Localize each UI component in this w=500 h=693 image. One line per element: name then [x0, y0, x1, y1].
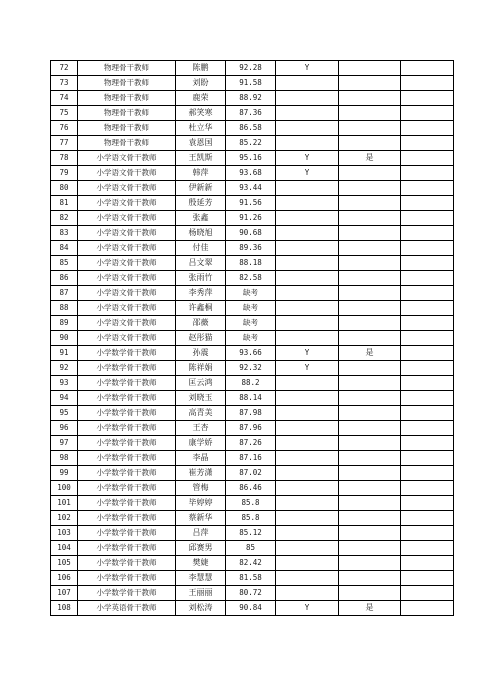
yes-flag-cell	[339, 271, 401, 286]
yes-flag-cell	[339, 496, 401, 511]
table-row	[51, 361, 454, 376]
y-flag-cell	[276, 106, 339, 121]
y-flag-cell	[276, 211, 339, 226]
category-cell: 小学数学骨干教师	[78, 496, 176, 511]
note-cell	[401, 256, 454, 271]
y-flag-cell	[276, 571, 339, 586]
y-flag-cell	[276, 196, 339, 211]
y-flag-cell	[276, 466, 339, 481]
row-number-cell: 101	[51, 496, 78, 511]
row-number-cell: 84	[51, 241, 78, 256]
yes-flag-cell	[339, 241, 401, 256]
category-cell: 小学数学骨干教师	[78, 361, 176, 376]
category-cell: 小学数学骨干教师	[78, 406, 176, 421]
y-flag-cell	[276, 226, 339, 241]
table-row	[51, 91, 454, 106]
note-cell	[401, 211, 454, 226]
y-flag-cell	[276, 496, 339, 511]
yes-flag-cell	[339, 406, 401, 421]
row-number-cell: 103	[51, 526, 78, 541]
y-flag-cell: Y	[276, 361, 339, 376]
table-row	[51, 541, 454, 556]
row-number-cell: 105	[51, 556, 78, 571]
name-cell: 李慧慧	[176, 571, 226, 586]
row-number-cell: 92	[51, 361, 78, 376]
note-cell	[401, 346, 454, 361]
name-cell: 刘晓玉	[176, 391, 226, 406]
score-cell: 85.12	[226, 526, 276, 541]
name-cell: 郝笑寒	[176, 106, 226, 121]
row-number-cell: 93	[51, 376, 78, 391]
name-cell: 吕萍	[176, 526, 226, 541]
row-number-cell: 86	[51, 271, 78, 286]
note-cell	[401, 301, 454, 316]
score-cell: 91.26	[226, 211, 276, 226]
note-cell	[401, 376, 454, 391]
y-flag-cell	[276, 526, 339, 541]
row-number-cell: 98	[51, 451, 78, 466]
score-cell: 82.42	[226, 556, 276, 571]
y-flag-cell	[276, 541, 339, 556]
score-cell: 85.22	[226, 136, 276, 151]
y-flag-cell	[276, 256, 339, 271]
category-cell: 小学语文骨干教师	[78, 151, 176, 166]
table-row	[51, 526, 454, 541]
table-row	[51, 511, 454, 526]
note-cell	[401, 481, 454, 496]
category-cell: 小学数学骨干教师	[78, 421, 176, 436]
name-cell: 鹿荣	[176, 91, 226, 106]
yes-flag-cell	[339, 286, 401, 301]
row-number-cell: 73	[51, 76, 78, 91]
note-cell	[401, 601, 454, 616]
y-flag-cell	[276, 91, 339, 106]
row-number-cell: 72	[51, 61, 78, 76]
table-row	[51, 586, 454, 601]
category-cell: 小学语文骨干教师	[78, 301, 176, 316]
row-number-cell: 97	[51, 436, 78, 451]
table-row	[51, 181, 454, 196]
yes-flag-cell	[339, 391, 401, 406]
row-number-cell: 85	[51, 256, 78, 271]
row-number-cell: 88	[51, 301, 78, 316]
name-cell: 孙震	[176, 346, 226, 361]
table-row	[51, 196, 454, 211]
yes-flag-cell	[339, 226, 401, 241]
row-number-cell: 89	[51, 316, 78, 331]
row-number-cell: 80	[51, 181, 78, 196]
table-row	[51, 346, 454, 361]
note-cell	[401, 391, 454, 406]
note-cell	[401, 76, 454, 91]
name-cell: 蔡新华	[176, 511, 226, 526]
yes-flag-cell	[339, 556, 401, 571]
table-row	[51, 61, 454, 76]
note-cell	[401, 316, 454, 331]
table-row	[51, 406, 454, 421]
row-number-cell: 96	[51, 421, 78, 436]
row-number-cell: 106	[51, 571, 78, 586]
table-row	[51, 286, 454, 301]
category-cell: 小学英语骨干教师	[78, 601, 176, 616]
table-row	[51, 496, 454, 511]
category-cell: 小学语文骨干教师	[78, 181, 176, 196]
table-row	[51, 421, 454, 436]
yes-flag-cell: 是	[339, 346, 401, 361]
table-row	[51, 571, 454, 586]
score-cell: 86.58	[226, 121, 276, 136]
y-flag-cell	[276, 451, 339, 466]
name-cell: 李秀萍	[176, 286, 226, 301]
yes-flag-cell	[339, 451, 401, 466]
note-cell	[401, 106, 454, 121]
name-cell: 袁恩国	[176, 136, 226, 151]
table-row	[51, 106, 454, 121]
row-number-cell: 77	[51, 136, 78, 151]
note-cell	[401, 286, 454, 301]
table-row	[51, 301, 454, 316]
name-cell: 韩萍	[176, 166, 226, 181]
name-cell: 王丽丽	[176, 586, 226, 601]
yes-flag-cell	[339, 196, 401, 211]
table-row	[51, 121, 454, 136]
y-flag-cell	[276, 481, 339, 496]
name-cell: 张鑫	[176, 211, 226, 226]
name-cell: 许鑫桐	[176, 301, 226, 316]
table-row	[51, 136, 454, 151]
y-flag-cell: Y	[276, 166, 339, 181]
yes-flag-cell	[339, 76, 401, 91]
note-cell	[401, 556, 454, 571]
note-cell	[401, 436, 454, 451]
note-cell	[401, 196, 454, 211]
score-cell: 92.32	[226, 361, 276, 376]
score-cell: 88.92	[226, 91, 276, 106]
note-cell	[401, 91, 454, 106]
note-cell	[401, 151, 454, 166]
note-cell	[401, 181, 454, 196]
row-number-cell: 75	[51, 106, 78, 121]
table-row	[51, 376, 454, 391]
score-cell: 93.66	[226, 346, 276, 361]
name-cell: 管梅	[176, 481, 226, 496]
score-cell: 93.68	[226, 166, 276, 181]
table-row	[51, 256, 454, 271]
note-cell	[401, 541, 454, 556]
y-flag-cell: Y	[276, 61, 339, 76]
yes-flag-cell	[339, 136, 401, 151]
name-cell: 樊婕	[176, 556, 226, 571]
name-cell: 王杏	[176, 421, 226, 436]
score-cell: 85.8	[226, 511, 276, 526]
yes-flag-cell: 是	[339, 601, 401, 616]
table-row	[51, 211, 454, 226]
score-cell: 86.46	[226, 481, 276, 496]
y-flag-cell	[276, 241, 339, 256]
score-cell: 87.16	[226, 451, 276, 466]
note-cell	[401, 61, 454, 76]
yes-flag-cell	[339, 91, 401, 106]
yes-flag-cell	[339, 211, 401, 226]
category-cell: 小学数学骨干教师	[78, 586, 176, 601]
category-cell: 小学语文骨干教师	[78, 196, 176, 211]
name-cell: 匡云鸿	[176, 376, 226, 391]
table-row	[51, 166, 454, 181]
y-flag-cell: Y	[276, 151, 339, 166]
table-row	[51, 76, 454, 91]
category-cell: 小学数学骨干教师	[78, 511, 176, 526]
y-flag-cell	[276, 316, 339, 331]
name-cell: 付佳	[176, 241, 226, 256]
score-cell: 87.26	[226, 436, 276, 451]
score-cell: 85.8	[226, 496, 276, 511]
name-cell: 毕婷婷	[176, 496, 226, 511]
y-flag-cell	[276, 511, 339, 526]
score-cell: 90.68	[226, 226, 276, 241]
yes-flag-cell	[339, 466, 401, 481]
table-row	[51, 601, 454, 616]
table-row	[51, 481, 454, 496]
name-cell: 吕文翠	[176, 256, 226, 271]
category-cell: 小学语文骨干教师	[78, 271, 176, 286]
name-cell: 李晶	[176, 451, 226, 466]
name-cell: 刘松涛	[176, 601, 226, 616]
category-cell: 小学数学骨干教师	[78, 391, 176, 406]
category-cell: 物理骨干教师	[78, 61, 176, 76]
table-row	[51, 241, 454, 256]
category-cell: 小学数学骨干教师	[78, 466, 176, 481]
note-cell	[401, 511, 454, 526]
note-cell	[401, 421, 454, 436]
yes-flag-cell: 是	[339, 151, 401, 166]
y-flag-cell	[276, 76, 339, 91]
score-cell: 80.72	[226, 586, 276, 601]
name-cell: 崔芳潇	[176, 466, 226, 481]
name-cell: 杜立华	[176, 121, 226, 136]
category-cell: 小学语文骨干教师	[78, 226, 176, 241]
category-cell: 小学语文骨干教师	[78, 241, 176, 256]
category-cell: 小学语文骨干教师	[78, 286, 176, 301]
yes-flag-cell	[339, 586, 401, 601]
score-cell: 90.84	[226, 601, 276, 616]
yes-flag-cell	[339, 436, 401, 451]
category-cell: 小学数学骨干教师	[78, 571, 176, 586]
category-cell: 小学数学骨干教师	[78, 451, 176, 466]
name-cell: 王凯斯	[176, 151, 226, 166]
category-cell: 小学数学骨干教师	[78, 541, 176, 556]
score-cell: 91.58	[226, 76, 276, 91]
row-number-cell: 102	[51, 511, 78, 526]
name-cell: 刘盼	[176, 76, 226, 91]
score-cell: 87.02	[226, 466, 276, 481]
category-cell: 小学数学骨干教师	[78, 556, 176, 571]
row-number-cell: 83	[51, 226, 78, 241]
y-flag-cell	[276, 391, 339, 406]
score-cell: 92.28	[226, 61, 276, 76]
y-flag-cell	[276, 181, 339, 196]
yes-flag-cell	[339, 61, 401, 76]
yes-flag-cell	[339, 256, 401, 271]
yes-flag-cell	[339, 421, 401, 436]
row-number-cell: 74	[51, 91, 78, 106]
yes-flag-cell	[339, 481, 401, 496]
row-number-cell: 107	[51, 586, 78, 601]
row-number-cell: 99	[51, 466, 78, 481]
note-cell	[401, 136, 454, 151]
category-cell: 小学语文骨干教师	[78, 256, 176, 271]
row-number-cell: 91	[51, 346, 78, 361]
name-cell: 张雨竹	[176, 271, 226, 286]
score-cell: 91.56	[226, 196, 276, 211]
score-cell: 81.58	[226, 571, 276, 586]
yes-flag-cell	[339, 541, 401, 556]
score-cell: 93.44	[226, 181, 276, 196]
y-flag-cell	[276, 406, 339, 421]
score-cell: 87.36	[226, 106, 276, 121]
category-cell: 小学语文骨干教师	[78, 211, 176, 226]
note-cell	[401, 496, 454, 511]
row-number-cell: 108	[51, 601, 78, 616]
y-flag-cell	[276, 586, 339, 601]
y-flag-cell	[276, 556, 339, 571]
score-cell: 缺考	[226, 316, 276, 331]
y-flag-cell	[276, 286, 339, 301]
table-row	[51, 151, 454, 166]
row-number-cell: 90	[51, 331, 78, 346]
note-cell	[401, 406, 454, 421]
name-cell: 陈鹏	[176, 61, 226, 76]
name-cell: 陈祥娟	[176, 361, 226, 376]
note-cell	[401, 451, 454, 466]
category-cell: 物理骨干教师	[78, 121, 176, 136]
yes-flag-cell	[339, 511, 401, 526]
table-row	[51, 556, 454, 571]
score-cell: 缺考	[226, 286, 276, 301]
table-row	[51, 391, 454, 406]
name-cell: 伊新新	[176, 181, 226, 196]
yes-flag-cell	[339, 316, 401, 331]
yes-flag-cell	[339, 571, 401, 586]
category-cell: 小学数学骨干教师	[78, 481, 176, 496]
name-cell: 康学娇	[176, 436, 226, 451]
y-flag-cell: Y	[276, 346, 339, 361]
note-cell	[401, 226, 454, 241]
y-flag-cell	[276, 436, 339, 451]
score-cell: 缺考	[226, 331, 276, 346]
results-table-body	[51, 61, 454, 616]
row-number-cell: 81	[51, 196, 78, 211]
score-cell: 87.96	[226, 421, 276, 436]
row-number-cell: 76	[51, 121, 78, 136]
yes-flag-cell	[339, 106, 401, 121]
row-number-cell: 79	[51, 166, 78, 181]
yes-flag-cell	[339, 121, 401, 136]
yes-flag-cell	[339, 376, 401, 391]
note-cell	[401, 271, 454, 286]
category-cell: 小学语文骨干教师	[78, 316, 176, 331]
score-cell: 88.18	[226, 256, 276, 271]
yes-flag-cell	[339, 526, 401, 541]
row-number-cell: 94	[51, 391, 78, 406]
category-cell: 小学数学骨干教师	[78, 346, 176, 361]
note-cell	[401, 586, 454, 601]
score-cell: 87.98	[226, 406, 276, 421]
row-number-cell: 78	[51, 151, 78, 166]
category-cell: 物理骨干教师	[78, 76, 176, 91]
note-cell	[401, 166, 454, 181]
score-cell: 缺考	[226, 301, 276, 316]
note-cell	[401, 466, 454, 481]
note-cell	[401, 361, 454, 376]
yes-flag-cell	[339, 181, 401, 196]
name-cell: 殷延芳	[176, 196, 226, 211]
table-row	[51, 451, 454, 466]
table-row	[51, 271, 454, 286]
table-row	[51, 331, 454, 346]
category-cell: 物理骨干教师	[78, 136, 176, 151]
y-flag-cell: Y	[276, 601, 339, 616]
note-cell	[401, 571, 454, 586]
name-cell: 高青美	[176, 406, 226, 421]
row-number-cell: 82	[51, 211, 78, 226]
category-cell: 物理骨干教师	[78, 106, 176, 121]
score-cell: 85	[226, 541, 276, 556]
row-number-cell: 100	[51, 481, 78, 496]
score-cell: 88.2	[226, 376, 276, 391]
name-cell: 邵薇	[176, 316, 226, 331]
row-number-cell: 95	[51, 406, 78, 421]
name-cell: 杨晓旭	[176, 226, 226, 241]
yes-flag-cell	[339, 301, 401, 316]
note-cell	[401, 121, 454, 136]
yes-flag-cell	[339, 361, 401, 376]
y-flag-cell	[276, 136, 339, 151]
category-cell: 小学数学骨干教师	[78, 436, 176, 451]
score-cell: 82.58	[226, 271, 276, 286]
yes-flag-cell	[339, 166, 401, 181]
row-number-cell: 87	[51, 286, 78, 301]
table-row	[51, 466, 454, 481]
table-row	[51, 436, 454, 451]
score-cell: 88.14	[226, 391, 276, 406]
results-table	[50, 60, 454, 616]
category-cell: 物理骨干教师	[78, 91, 176, 106]
score-cell: 89.36	[226, 241, 276, 256]
yes-flag-cell	[339, 331, 401, 346]
score-cell: 95.16	[226, 151, 276, 166]
table-row	[51, 316, 454, 331]
table-row	[51, 226, 454, 241]
row-number-cell: 104	[51, 541, 78, 556]
y-flag-cell	[276, 121, 339, 136]
category-cell: 小学数学骨干教师	[78, 376, 176, 391]
note-cell	[401, 331, 454, 346]
category-cell: 小学语文骨干教师	[78, 331, 176, 346]
y-flag-cell	[276, 421, 339, 436]
note-cell	[401, 526, 454, 541]
note-cell	[401, 241, 454, 256]
category-cell: 小学语文骨干教师	[78, 166, 176, 181]
y-flag-cell	[276, 331, 339, 346]
y-flag-cell	[276, 376, 339, 391]
y-flag-cell	[276, 301, 339, 316]
name-cell: 赵彤猫	[176, 331, 226, 346]
category-cell: 小学数学骨干教师	[78, 526, 176, 541]
name-cell: 邱赛男	[176, 541, 226, 556]
y-flag-cell	[276, 271, 339, 286]
